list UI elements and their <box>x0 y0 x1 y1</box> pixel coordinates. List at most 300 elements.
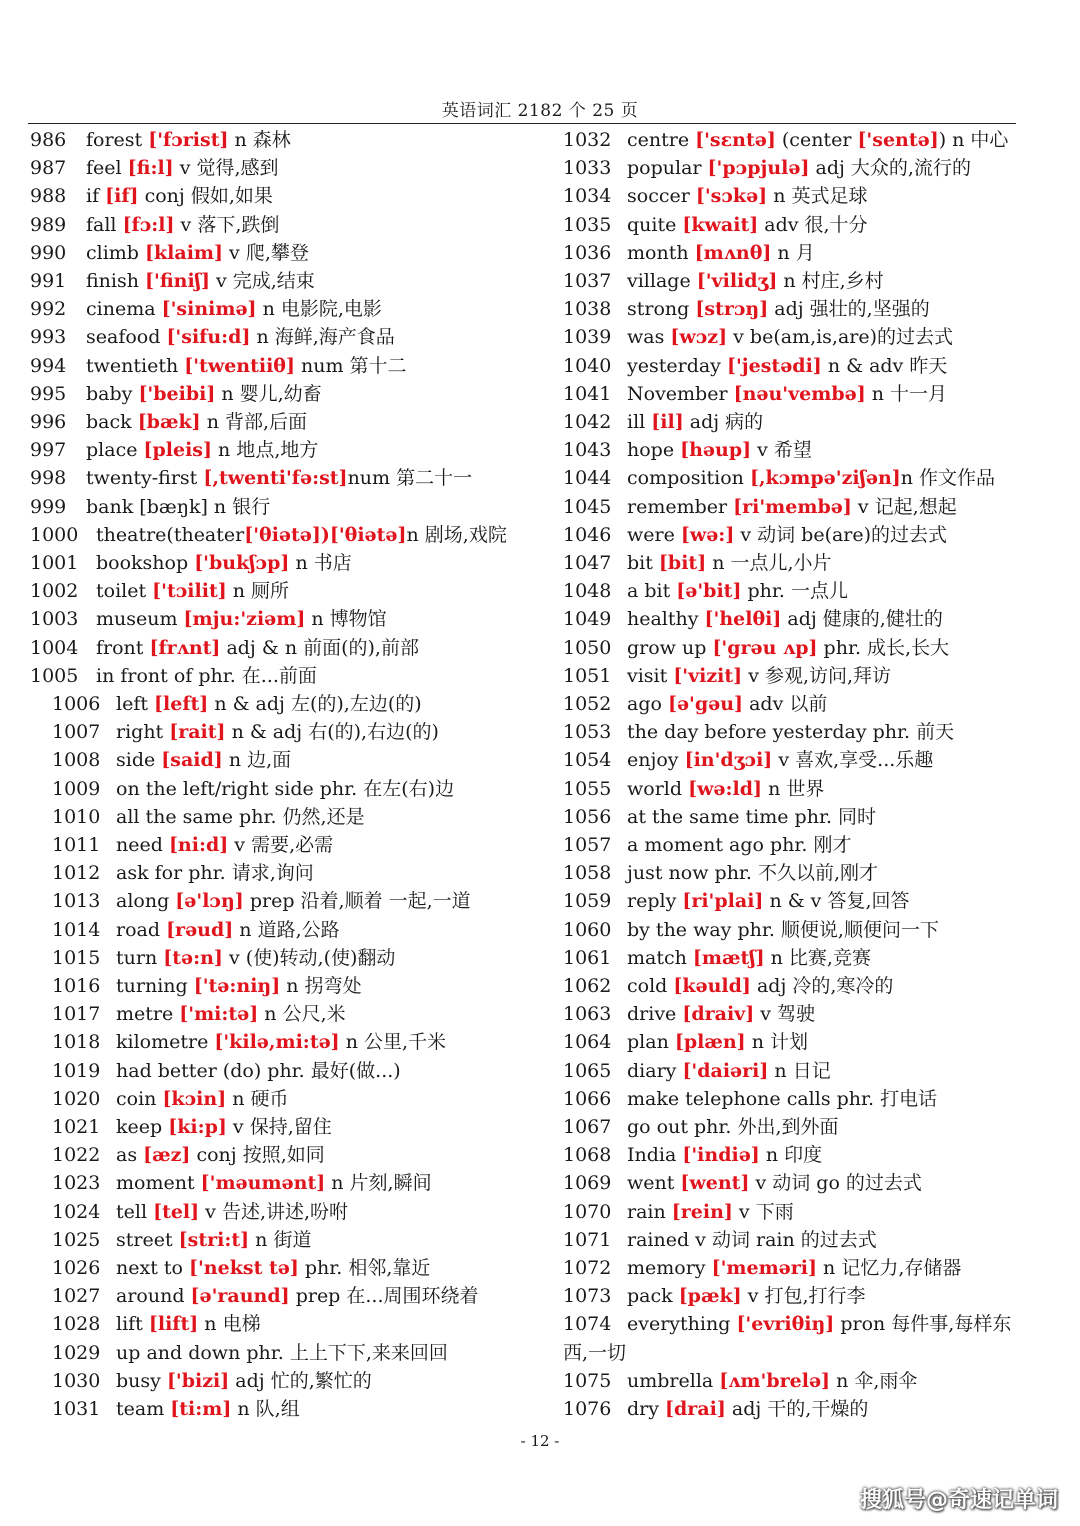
entry-definition: v 落下,跌倒 <box>174 213 280 236</box>
entry-definition: n 地点,地方 <box>212 439 319 462</box>
entry-phonetic: [wə:ld] <box>688 777 763 800</box>
entry-definition: n 片刻,瞬间 <box>325 1172 432 1195</box>
page-number: - 12 - <box>520 1432 560 1450</box>
entry-phonetic: ['finiʃ] <box>145 270 210 292</box>
entry-word: baby <box>86 382 139 405</box>
entry-phonetic: ['grəu ʌp] <box>712 636 818 659</box>
entry-number: 995 <box>30 382 67 405</box>
entry-word: cold <box>627 975 674 997</box>
entry-number: 1011 <box>52 834 101 856</box>
entry-definition: ) n 中心 <box>938 129 1009 151</box>
entry-definition: (center <box>775 129 858 151</box>
entry-word: turning <box>116 975 194 997</box>
entry-phonetic: ['nekst tə] <box>189 1257 299 1279</box>
entry-word: ask for phr. 请求,询问 <box>116 862 314 885</box>
entry-number: 989 <box>30 213 67 236</box>
entry-number: 999 <box>30 495 67 518</box>
entry-phonetic: [said] <box>161 749 223 772</box>
entry-definition: n 婴儿,幼畜 <box>215 382 322 405</box>
entry-word: memory <box>627 1257 712 1279</box>
entry-word: everything <box>627 1313 737 1336</box>
vocab-entry <box>52 1254 430 1282</box>
entry-word: world <box>627 777 689 800</box>
entry-number: 1042 <box>563 411 612 433</box>
entry-definition: n 队,组 <box>231 1398 300 1420</box>
entry-number: 1029 <box>52 1341 101 1364</box>
vocab-entry <box>30 436 318 464</box>
entry-word: remember <box>627 495 734 518</box>
entry-number: 1050 <box>563 636 612 659</box>
entry-phonetic: [tə:n] <box>163 946 223 969</box>
vocab-entry <box>30 634 419 662</box>
vocab-entry <box>563 493 1023 521</box>
entry-definition: v 希望 <box>751 439 812 462</box>
entry-number: 1020 <box>52 1087 101 1110</box>
entry-definition: n 记忆力,存储器 <box>817 1257 962 1279</box>
entry-number: 1022 <box>52 1144 101 1167</box>
entry-word: around <box>116 1285 191 1308</box>
entry-phonetic: ['indiə] <box>682 1144 760 1167</box>
vocab-entry <box>563 126 1023 154</box>
entry-word: were <box>627 523 681 546</box>
entry-definition: n 印度 <box>759 1144 823 1167</box>
entry-definition: n 世界 <box>762 777 825 800</box>
entry-definition: phr. 一点儿 <box>741 580 848 603</box>
entry-word: make telephone calls phr. 打电话 <box>627 1087 938 1110</box>
entry-word: enjoy <box>627 749 685 772</box>
vocab-entry <box>52 831 333 859</box>
vocab-entry <box>563 323 1023 351</box>
entry-word: umbrella <box>627 1369 720 1392</box>
vocab-entry <box>563 746 1023 774</box>
entry-definition: n 边,面 <box>222 749 292 772</box>
vocab-entry <box>30 380 322 408</box>
entry-phonetic: [ə'gəu] <box>667 693 744 715</box>
entry-number: 1061 <box>563 946 612 969</box>
vocab-entry <box>563 859 1023 887</box>
vocab-entry <box>52 1310 261 1338</box>
entry-word: team <box>116 1398 171 1420</box>
vocab-entry <box>563 1169 1023 1197</box>
vocab-entry <box>52 859 314 887</box>
vocab-entry <box>563 464 1023 492</box>
entry-definition: adj 冷的,寒冷的 <box>750 975 894 997</box>
entry-definition: n & adj 左(的),左边(的) <box>208 693 422 715</box>
entry-number: 1032 <box>563 129 612 151</box>
entry-definition: n 博物馆 <box>305 608 387 631</box>
entry-number: 1057 <box>563 834 612 856</box>
entry-word: along <box>116 890 176 913</box>
vocab-entry <box>563 408 1023 436</box>
entry-number: 1001 <box>30 552 79 574</box>
entry-definition: n 剧场,戏院 <box>406 523 507 546</box>
entry-definition: v 打包,打行李 <box>741 1285 866 1308</box>
entry-phonetic: [bæk] <box>137 411 201 433</box>
entry-definition: n 海鲜,海产食品 <box>250 326 395 349</box>
entry-definition: n 伞,雨伞 <box>830 1369 918 1392</box>
entry-word: up and down phr. 上上下下,来来回回 <box>116 1341 448 1364</box>
vocab-entry <box>563 436 1023 464</box>
entry-word: strong <box>627 298 696 321</box>
entry-number: 1016 <box>52 975 101 997</box>
vocab-entry <box>30 211 279 239</box>
vocab-entry <box>52 1169 432 1197</box>
vocab-entry <box>30 549 352 577</box>
vocab-entry <box>52 1028 446 1056</box>
vocab-entry <box>30 154 279 182</box>
entry-number: 987 <box>30 157 67 180</box>
entry-phonetic: [mʌnθ] <box>694 241 772 264</box>
entry-definition: prep 沿着,顺着 一起,一道 <box>243 890 471 913</box>
entry-number: 1037 <box>563 270 612 292</box>
entry-definition: n 英式足球 <box>767 185 868 208</box>
entry-word: by the way phr. 顺便说,顺便问一下 <box>627 918 939 941</box>
entry-word: month <box>627 241 695 264</box>
entry-phonetic: [pleis] <box>143 439 212 462</box>
entry-number: 998 <box>30 467 67 490</box>
entry-phonetic: [lift] <box>148 1313 199 1336</box>
entry-word: visit <box>627 664 674 687</box>
vocab-entry <box>52 1198 348 1226</box>
entry-phonetic: [ə'raund] <box>190 1285 290 1308</box>
entry-phonetic: [həup] <box>680 439 752 462</box>
entry-word: twentieth <box>86 354 185 377</box>
entry-number: 1067 <box>563 1116 612 1138</box>
entry-phonetic: [,kɔmpə'ziʃən] <box>749 467 901 490</box>
entry-definition: n & v 答复,回答 <box>763 890 910 913</box>
vocab-entry <box>563 887 1023 915</box>
entry-number: 1052 <box>563 693 612 715</box>
entry-definition: n 道路,公路 <box>233 918 340 941</box>
vocab-entry <box>30 295 382 323</box>
entry-number: 1054 <box>563 749 612 772</box>
entry-number: 1036 <box>563 241 612 264</box>
entry-number: 1010 <box>52 805 101 828</box>
entry-word: at the same time phr. 同时 <box>627 805 877 828</box>
entry-number: 1064 <box>563 1031 612 1054</box>
entry-number: 1026 <box>52 1257 101 1279</box>
entry-phonetic: ['sifu:d] <box>166 326 251 349</box>
vocab-entry <box>563 549 1023 577</box>
entry-word: diary <box>627 1059 683 1082</box>
vocab-entry <box>563 1339 1023 1367</box>
vocab-entry <box>52 1057 401 1085</box>
entry-definition: prep 在...周围环绕着 <box>289 1285 479 1308</box>
entry-word: 西,一切 <box>563 1341 627 1364</box>
entry-definition: adj 忙的,繁忙的 <box>229 1369 372 1392</box>
entry-phonetic: [ni:d] <box>168 834 229 856</box>
entry-definition: v 告述,讲述,吩咐 <box>199 1200 349 1223</box>
vocab-entry <box>563 577 1023 605</box>
entry-phonetic: ['məumənt] <box>200 1172 326 1195</box>
entry-word: rain <box>627 1200 672 1223</box>
entry-word: metre <box>116 1003 180 1026</box>
vocab-entry <box>563 1085 1023 1113</box>
entry-definition: n 电梯 <box>198 1313 261 1336</box>
entry-phonetic: [æz] <box>143 1144 191 1167</box>
entry-phonetic: [kwait] <box>682 213 759 236</box>
entry-phonetic: [fi:l] <box>127 157 174 180</box>
entry-word: cinema <box>86 298 162 321</box>
vocab-entry <box>52 746 291 774</box>
entry-phonetic: [tel] <box>153 1200 200 1223</box>
vocab-entry <box>30 493 270 521</box>
entry-phonetic: [ri'plai] <box>682 890 764 913</box>
entry-phonetic: [bit] <box>658 552 707 574</box>
entry-definition: n 街道 <box>249 1228 312 1251</box>
entry-definition: v 保持,留住 <box>226 1116 332 1138</box>
entry-phonetic: ['sɛntə] <box>695 129 776 151</box>
entry-phonetic: ['mi:tə] <box>179 1003 259 1026</box>
entry-number: 1060 <box>563 918 612 941</box>
vocab-entry <box>563 1141 1023 1169</box>
entry-phonetic: [went] <box>680 1172 750 1195</box>
vocab-entry <box>563 803 1023 831</box>
vocab-entry <box>563 775 1023 803</box>
entry-number: 1021 <box>52 1116 101 1138</box>
entry-phonetic: [nəu'vembə] <box>733 382 866 405</box>
entry-word: all the same phr. 仍然,还是 <box>116 805 365 828</box>
entry-number: 1071 <box>563 1228 612 1251</box>
entry-definition: v 觉得,感到 <box>173 157 279 180</box>
entry-word: busy <box>116 1369 167 1392</box>
entry-number: 1002 <box>30 580 79 603</box>
entry-word: left <box>116 693 155 715</box>
entry-word: ago <box>627 693 668 715</box>
entry-number: 1072 <box>563 1257 612 1279</box>
vocab-entry <box>563 944 1023 972</box>
vocab-entry <box>52 1085 289 1113</box>
entry-phonetic: ['sinimə] <box>161 298 257 321</box>
vocab-entry <box>52 718 439 746</box>
entry-phonetic: [kəuld] <box>673 975 751 997</box>
entry-number: 1038 <box>563 298 612 321</box>
entry-number: 994 <box>30 354 67 377</box>
entry-number: 1073 <box>563 1285 612 1308</box>
entry-word: November <box>627 382 734 405</box>
entry-definition: v 动词 be(are)的过去式 <box>734 523 948 546</box>
entry-number: 1008 <box>52 749 101 772</box>
entry-number: 1004 <box>30 636 79 659</box>
entry-number: 1035 <box>563 213 612 236</box>
vocab-entry <box>563 154 1023 182</box>
entry-word: tell <box>116 1200 154 1223</box>
entry-phonetic: [,twenti'fə:st] <box>203 467 348 490</box>
entry-phonetic: [ri'membə] <box>733 495 852 518</box>
entry-word: keep <box>116 1116 169 1138</box>
vocab-entry <box>52 1113 332 1141</box>
entry-definition: n 计划 <box>745 1031 808 1054</box>
entry-number: 1018 <box>52 1031 101 1054</box>
entry-word: place <box>86 439 144 462</box>
entry-definition: v 需要,必需 <box>228 834 334 856</box>
entry-definition: v 动词 go 的过去式 <box>749 1172 922 1195</box>
entry-phonetic: [rein] <box>671 1200 733 1223</box>
entry-number: 1076 <box>563 1398 612 1420</box>
vocab-entry <box>563 1198 1023 1226</box>
entry-phonetic-alt: ['sentə] <box>857 129 939 151</box>
vocab-entry <box>30 521 507 549</box>
entry-number: 1047 <box>563 552 612 574</box>
vocab-entry <box>52 887 471 915</box>
entry-word: museum <box>96 608 184 631</box>
entry-definition: n 作文作品 <box>900 467 996 490</box>
entry-phonetic: ['tɔilit] <box>152 580 227 603</box>
entry-definition: n & adj 右(的),右边(的) <box>225 721 439 744</box>
vocab-entry <box>52 1339 448 1367</box>
entry-word: hope <box>627 439 681 462</box>
entry-number: 991 <box>30 270 67 292</box>
entry-definition: adj 干的,干燥的 <box>725 1398 869 1420</box>
entry-word: back <box>86 411 138 433</box>
entry-phonetic: ['vilidʒ] <box>696 270 778 292</box>
entry-word: grow up <box>627 636 713 659</box>
entry-number: 1056 <box>563 805 612 828</box>
entry-number: 1058 <box>563 862 612 885</box>
entry-number: 997 <box>30 439 67 462</box>
entry-number: 1000 <box>30 523 79 546</box>
entry-phonetic: [kɔin] <box>162 1087 227 1110</box>
vocab-entry <box>563 1254 1023 1282</box>
vocab-entry <box>563 182 1023 210</box>
entry-number: 1007 <box>52 721 101 744</box>
entry-number: 988 <box>30 185 67 208</box>
vocab-entry <box>563 1226 1023 1254</box>
vocab-entry <box>563 380 1023 408</box>
entry-definition: v 完成,结束 <box>209 270 315 292</box>
entry-number: 1062 <box>563 975 612 997</box>
vocab-entry <box>52 690 422 718</box>
entry-definition: adv 以前 <box>743 693 828 715</box>
entry-word: lift <box>116 1313 149 1336</box>
entry-phonetic: [left] <box>154 693 209 715</box>
entry-word: bank [bæŋk] n 银行 <box>86 495 271 518</box>
entry-number: 1074 <box>563 1313 612 1336</box>
vocab-entry <box>563 1395 1023 1423</box>
entry-phonetic: ['tə:niŋ] <box>193 975 281 997</box>
vocab-entry <box>563 267 1023 295</box>
entry-number: 1024 <box>52 1200 101 1223</box>
entry-phonetic: ['pɔpjulə] <box>707 157 810 180</box>
entry-phonetic: [mju:'ziəm] <box>183 608 306 631</box>
entry-definition: num 第二十一 <box>347 467 473 490</box>
vocab-entry <box>30 352 407 380</box>
entry-definition: n 村庄,乡村 <box>777 270 884 292</box>
entry-definition: n & adv 昨天 <box>821 354 948 377</box>
entry-word: reply <box>627 890 683 913</box>
entry-number: 996 <box>30 411 67 433</box>
entry-definition: v 记起,想起 <box>851 495 957 518</box>
entry-word: the day before yesterday phr. 前天 <box>627 721 955 744</box>
vocab-entry <box>52 1000 346 1028</box>
entry-phonetic: [wɔz] <box>670 326 728 349</box>
entry-phonetic: [ti:m] <box>170 1398 232 1420</box>
entry-number: 1059 <box>563 890 612 913</box>
entry-definition: phr. 成长,长大 <box>817 636 950 659</box>
entry-number: 1012 <box>52 862 101 885</box>
entry-word: went <box>627 1172 681 1195</box>
entry-word: turn <box>116 946 164 969</box>
entry-number: 1063 <box>563 1003 612 1026</box>
vocab-entry <box>30 605 387 633</box>
entry-number: 1030 <box>52 1369 101 1392</box>
entry-word: bookshop <box>96 552 195 574</box>
entry-word: street <box>116 1228 179 1251</box>
entry-number: 1006 <box>52 693 101 715</box>
entry-word: plan <box>627 1031 675 1054</box>
entry-definition: n 公里,千米 <box>339 1031 447 1054</box>
entry-word: ill <box>627 411 652 433</box>
entry-word: right <box>116 721 170 744</box>
entry-word: match <box>627 946 693 969</box>
entry-phonetic: ['helθi] <box>704 608 782 631</box>
page-header: 英语词汇 2182 个 25 页 <box>441 101 639 121</box>
entry-word: India <box>627 1144 683 1167</box>
entry-number: 1065 <box>563 1059 612 1082</box>
vocab-entry <box>563 239 1023 267</box>
entry-number: 1070 <box>563 1200 612 1223</box>
entry-word: finish <box>86 270 146 292</box>
vocab-entry <box>563 972 1023 1000</box>
entry-definition: n 硬币 <box>226 1087 289 1110</box>
entry-phonetic: ['meməri] <box>711 1257 817 1279</box>
vocab-entry <box>563 352 1023 380</box>
entry-phonetic: ['bizi] <box>166 1369 230 1392</box>
entry-number: 1066 <box>563 1087 612 1110</box>
entry-word: village <box>627 270 697 292</box>
vocab-entry <box>30 323 395 351</box>
vocab-entry <box>30 267 315 295</box>
entry-number: 1069 <box>563 1172 612 1195</box>
entry-definition: v 下雨 <box>732 1200 794 1223</box>
entry-definition: v 喜欢,享受...乐趣 <box>772 749 934 772</box>
entry-phonetic: [stri:t] <box>178 1228 250 1251</box>
entry-definition: n 月 <box>771 241 815 264</box>
vocab-entry <box>563 211 1023 239</box>
entry-phonetic: [ə'lɔŋ] <box>175 890 244 913</box>
entry-number: 1033 <box>563 157 612 180</box>
vocab-entry <box>52 944 395 972</box>
vocab-entry <box>563 1057 1023 1085</box>
entry-phonetic: [il] <box>651 411 684 433</box>
vocab-entry <box>563 718 1023 746</box>
entry-definition: n 森林 <box>228 129 291 151</box>
entry-word: was <box>627 326 671 349</box>
entry-phonetic: ['fɔrist] <box>148 129 229 151</box>
vocab-entry <box>563 521 1023 549</box>
entry-definition: adj 健康的,健壮的 <box>781 608 943 631</box>
entry-number: 1009 <box>52 777 101 800</box>
entry-definition: n 书店 <box>289 552 352 574</box>
entry-number: 1015 <box>52 946 101 969</box>
entry-word: toilet <box>96 580 153 603</box>
entry-phonetic: ['kilə,mi:tə] <box>214 1031 340 1054</box>
entry-definition: v 爬,攀登 <box>223 241 309 264</box>
entry-definition: n 公尺,米 <box>258 1003 346 1026</box>
entry-phonetic: ['vizit] <box>673 664 743 687</box>
header-rule <box>28 123 1016 124</box>
entry-phonetic: ['sɔkə] <box>695 185 768 208</box>
vocab-entry <box>563 634 1023 662</box>
vocab-entry <box>563 1282 1023 1310</box>
entry-definition: n 一点儿,小片 <box>706 552 832 574</box>
entry-word: pack <box>627 1285 679 1308</box>
entry-word: go out phr. 外出,到外面 <box>627 1116 839 1138</box>
entry-number: 1068 <box>563 1144 612 1167</box>
entry-number: 1051 <box>563 664 612 687</box>
entry-number: 1044 <box>563 467 612 490</box>
entry-definition: v 参观,访问,拜访 <box>742 664 892 687</box>
